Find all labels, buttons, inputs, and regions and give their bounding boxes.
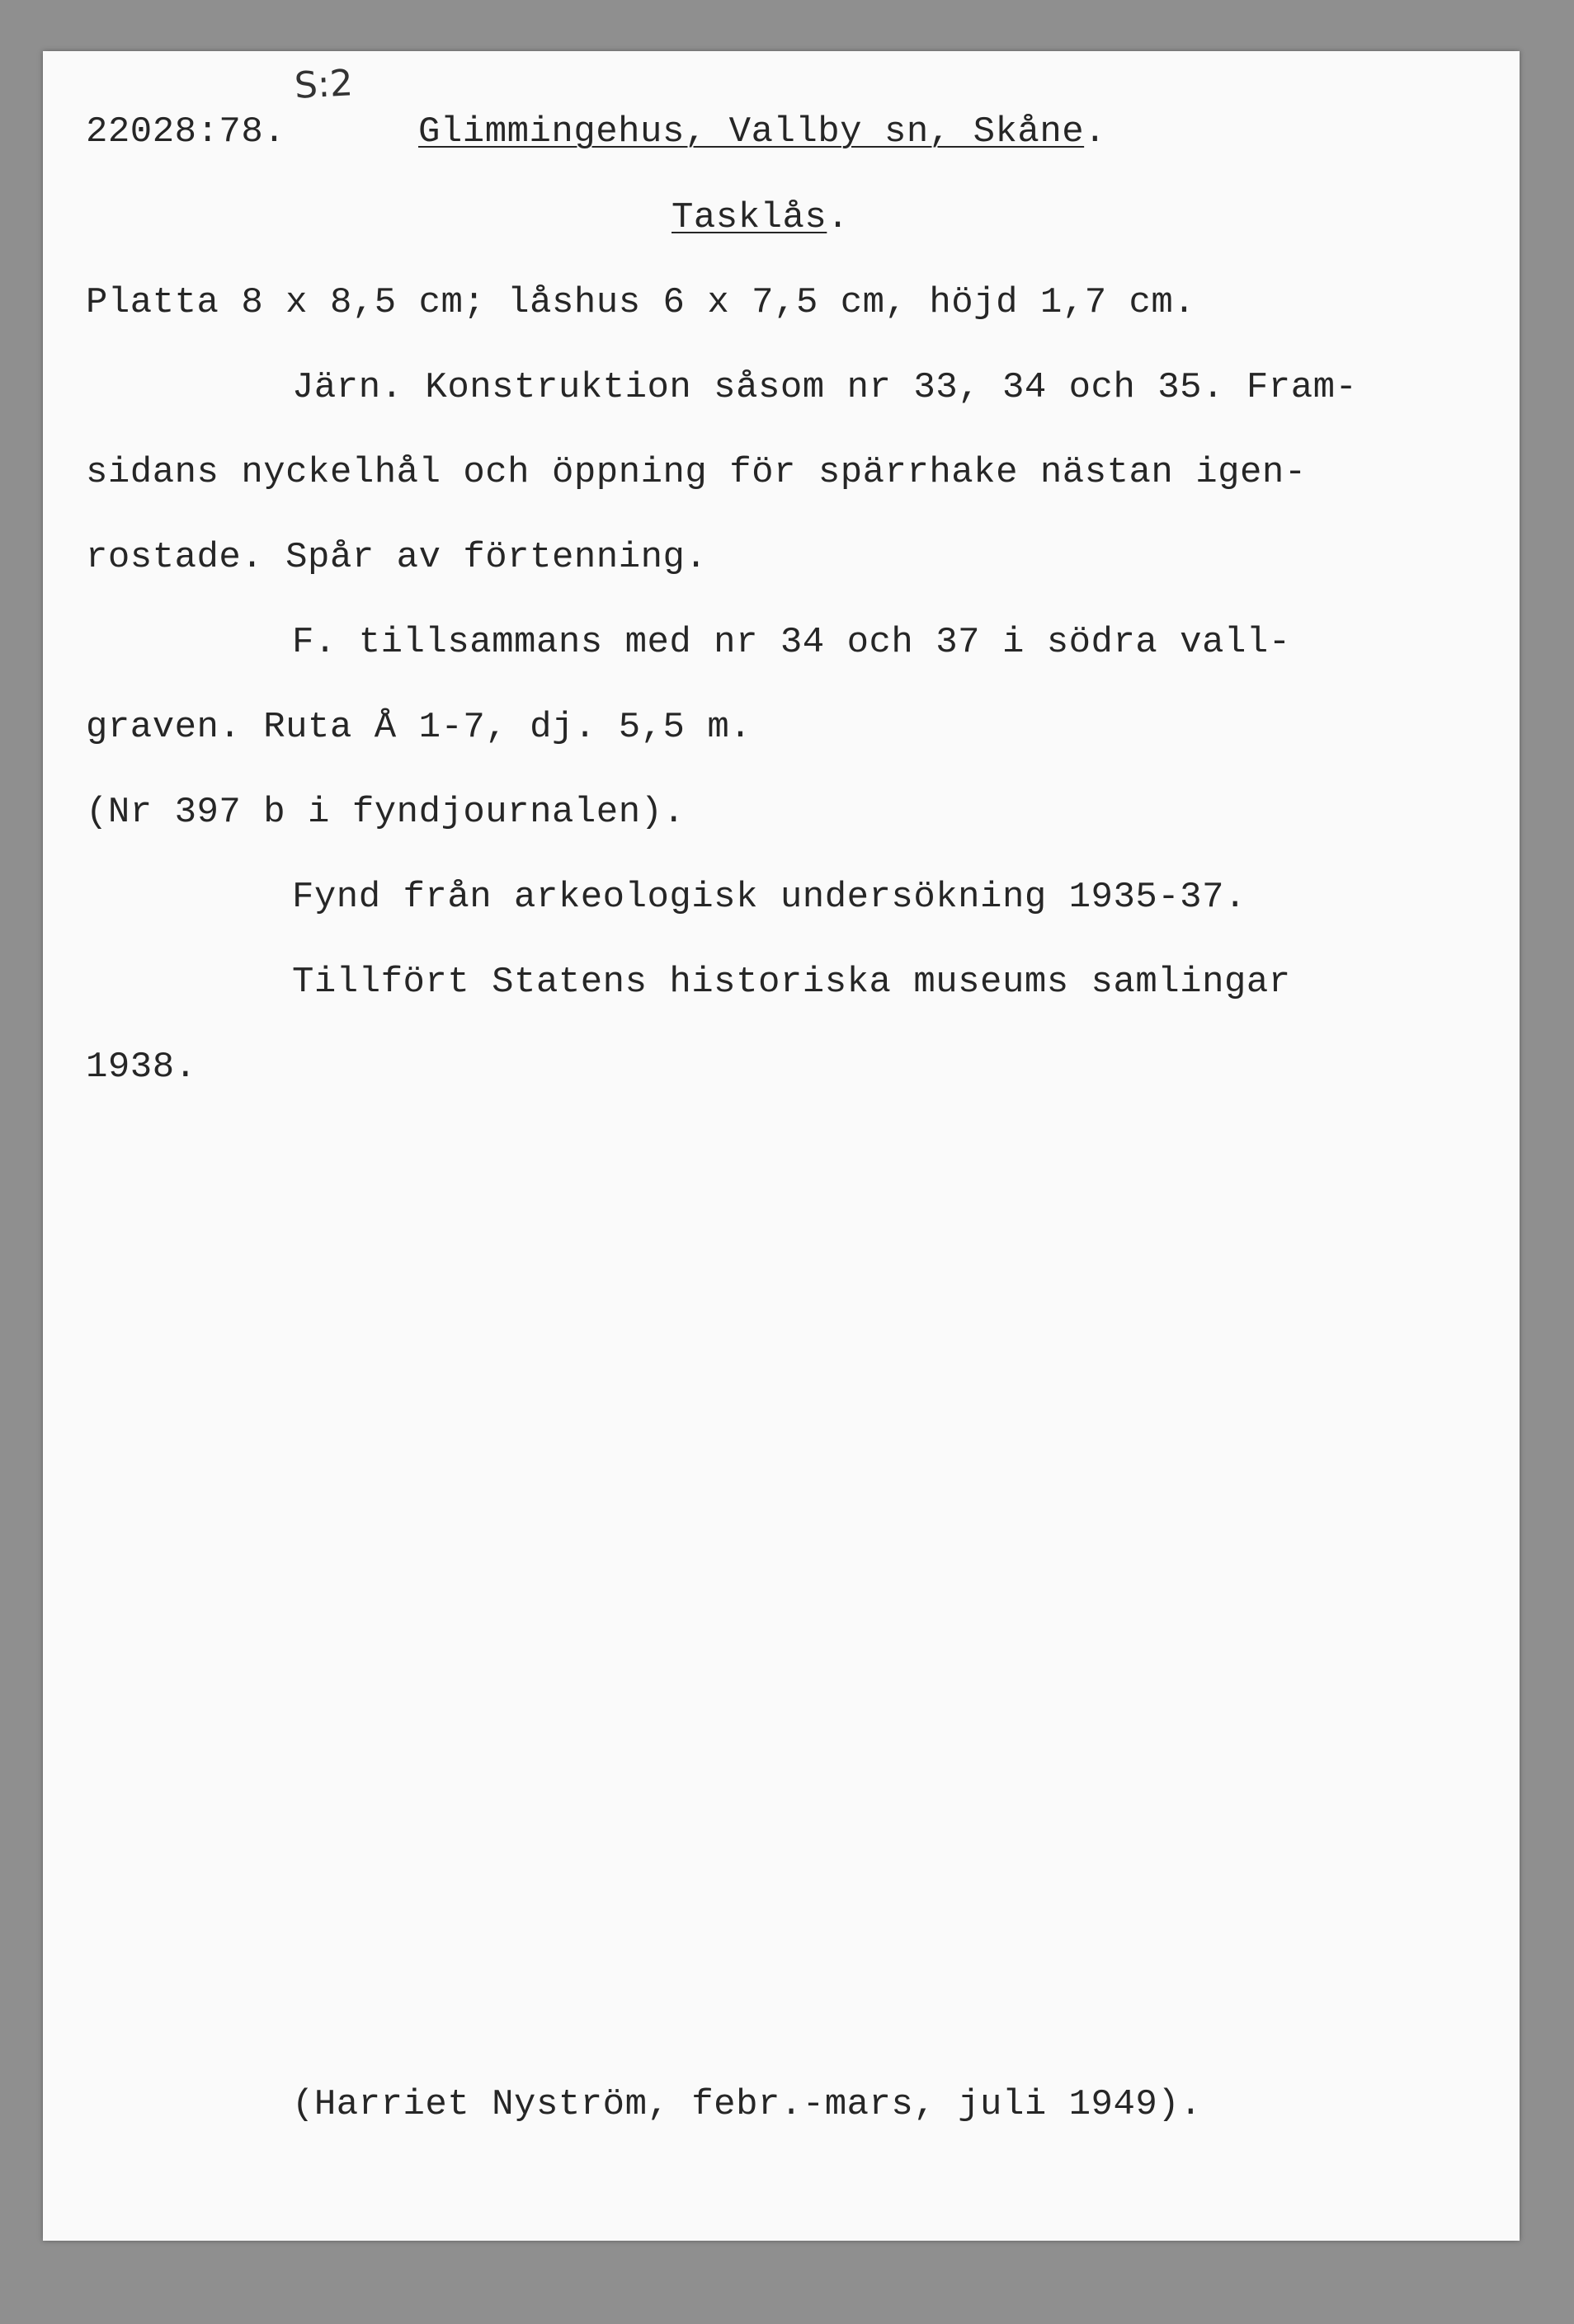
object-name-period: . [827, 197, 850, 238]
accession-line-1: Tillfört Statens historiska museums samlingar [292, 962, 1291, 1003]
measurements: Platta 8 x 8,5 cm; låshus 6 x 7,5 cm, höjd 1,7 cm. [86, 282, 1196, 323]
object-name-heading [672, 193, 849, 242]
location-heading [418, 107, 1106, 157]
find-line-3: (Nr 397 b i fyndjournalen). [86, 792, 686, 833]
description-line-2: sidans nyckelhål och öppning för spärrhake nästan igen- [86, 452, 1307, 493]
catalog-card [43, 51, 1520, 2241]
object-name: Tasklås [672, 197, 827, 238]
catalog-number: 22028:78. [86, 111, 286, 153]
description-line-1: Järn. Konstruktion såsom nr 33, 34 och 35. Fram- [292, 367, 1358, 408]
handwritten-mark: S:2 [293, 62, 355, 107]
location-period: . [1084, 111, 1107, 153]
description-line-3: rostade. Spår av förtenning. [86, 537, 708, 578]
author-note: (Harriet Nyström, febr.-mars, juli 1949). [292, 2084, 1203, 2125]
find-line-1: F. tillsammans med nr 34 och 37 i södra vall- [292, 622, 1291, 663]
location-text: Glimmingehus, Vallby sn, Skåne [418, 111, 1085, 153]
excavation-note: Fynd från arkeologisk undersökning 1935-37. [292, 877, 1246, 918]
accession-line-2: 1938. [86, 1047, 197, 1088]
find-line-2: graven. Ruta Å 1-7, dj. 5,5 m. [86, 707, 752, 748]
